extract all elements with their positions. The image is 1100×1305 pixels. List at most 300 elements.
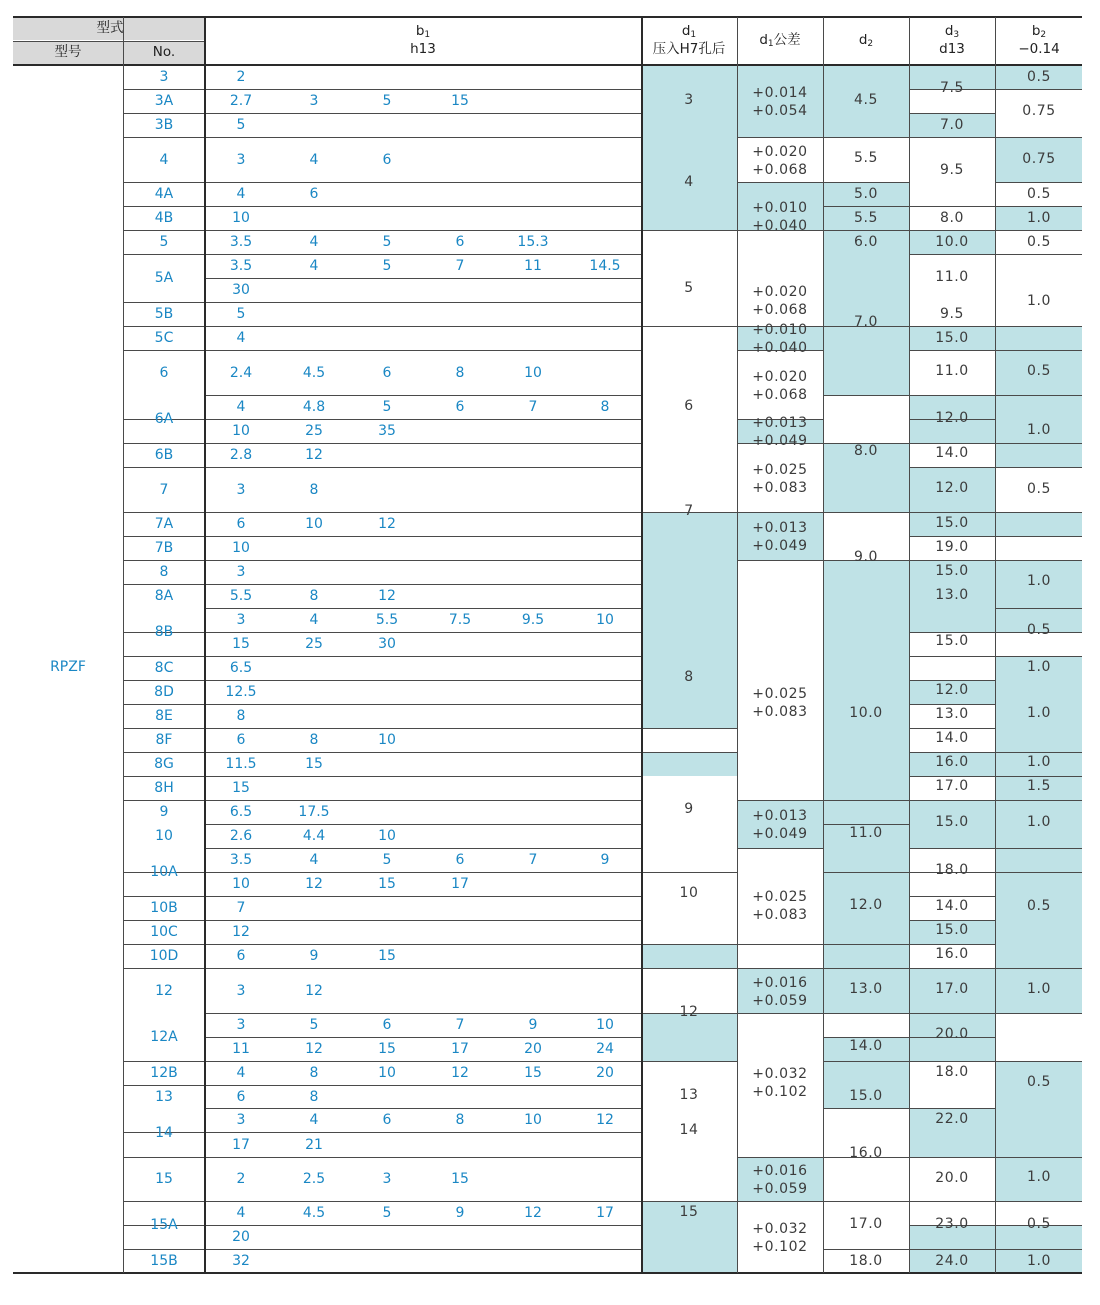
d1-tolerance: +0.025 +0.083 <box>752 889 808 923</box>
b2-value: 0.5 <box>1026 622 1052 638</box>
d1-tolerance: +0.014 +0.054 <box>752 85 808 119</box>
row-line <box>737 182 823 183</box>
row-line <box>123 230 642 231</box>
d1-tolerance: +0.013 +0.049 <box>752 520 808 554</box>
row-line <box>123 89 642 90</box>
row-line <box>642 752 737 753</box>
b1-value: 7 <box>455 258 465 274</box>
model-no: 12 <box>155 982 173 999</box>
b2-value: 1.0 <box>1026 814 1052 830</box>
row-line <box>123 896 642 897</box>
teal-cell <box>995 872 1082 968</box>
d1-tolerance: +0.016 +0.059 <box>752 1163 808 1197</box>
teal-cell <box>823 230 909 395</box>
row-line <box>823 395 909 396</box>
b1-value: 12 <box>596 1112 614 1128</box>
row-line <box>909 137 995 138</box>
b1-value: 6 <box>455 234 465 250</box>
model-no: 10A <box>150 864 178 880</box>
header-d1: $d_1$ <box>681 23 697 40</box>
d1-tolerance: +0.010 +0.040 <box>752 200 808 234</box>
b1-value: 6 <box>455 852 465 868</box>
b1-value: 3 <box>382 1171 392 1187</box>
model-no: 10D <box>149 948 179 964</box>
row-line <box>995 443 1082 444</box>
b1-value: 6 <box>382 1112 392 1128</box>
row-line <box>995 1157 1082 1158</box>
header-b2: $b_2$ <box>1031 23 1047 40</box>
d1-tolerance: +0.032 +0.102 <box>752 1066 808 1100</box>
row-line <box>909 560 995 561</box>
row-line <box>995 1061 1082 1062</box>
b1-value: 4 <box>236 1205 246 1221</box>
b1-value: 5 <box>382 258 392 274</box>
b1-value: 17 <box>232 1136 250 1153</box>
column-line-d1 <box>641 17 643 1273</box>
d3-value: 14.0 <box>935 445 969 461</box>
b1-value: 8 <box>236 708 246 724</box>
b1-value: 5 <box>382 234 392 250</box>
d3-value: 7.5 <box>939 80 965 96</box>
b1-value: 5 <box>382 93 392 109</box>
row-line <box>123 584 642 585</box>
d3-value: 16.0 <box>935 946 969 962</box>
b1-value: 3 <box>236 481 246 498</box>
b1-value: 10 <box>232 210 250 226</box>
row-line <box>123 752 642 753</box>
d1-tolerance: +0.032 +0.102 <box>752 1221 808 1255</box>
d3-value: 23.0 <box>935 1216 969 1232</box>
header-b1-tolerance: h13 <box>410 41 436 57</box>
row-line <box>123 326 642 327</box>
d3-value: 22.0 <box>935 1111 969 1127</box>
teal-cell <box>995 443 1082 467</box>
model-no: 8 <box>159 564 169 580</box>
b1-value: 11 <box>524 258 542 274</box>
header-type-group: 型式 <box>96 20 124 36</box>
d3-value: 16.0 <box>935 754 969 770</box>
row-line <box>909 1061 995 1062</box>
b1-value: 6 <box>455 399 465 415</box>
model-no: 4A <box>154 186 174 202</box>
b1-value: 6 <box>309 186 319 202</box>
d3-value: 18.0 <box>935 862 969 878</box>
row-line <box>995 395 1082 396</box>
d2-value: 10.0 <box>849 705 883 721</box>
row-line <box>737 512 823 513</box>
b1-value: 4 <box>309 151 319 168</box>
column-line-b1 <box>204 17 206 1273</box>
d3-value: 13.0 <box>935 587 969 603</box>
b1-value: 6 <box>382 151 392 168</box>
sub-row-line <box>205 395 642 396</box>
teal-cell <box>823 800 909 824</box>
model-no: 10C <box>150 924 178 940</box>
model-no: 8H <box>154 780 174 796</box>
d1-value: 8 <box>684 669 694 685</box>
b2-value: 0.5 <box>1026 234 1052 250</box>
model-no: 7B <box>154 540 174 556</box>
model-no: 13 <box>155 1088 173 1105</box>
d3-value: 8.0 <box>939 210 965 226</box>
d3-value: 18.0 <box>935 1064 969 1080</box>
row-line <box>123 560 642 561</box>
b1-value: 10 <box>596 1017 614 1033</box>
b1-value: 12 <box>232 924 250 940</box>
header-d2: $d_2$ <box>858 32 874 49</box>
row-line <box>123 704 642 705</box>
b1-value: 5 <box>309 1017 319 1033</box>
b2-value: 1.0 <box>1026 1253 1052 1269</box>
b1-value: 5 <box>382 852 392 868</box>
row-line <box>995 182 1082 183</box>
row-line <box>823 1201 909 1202</box>
b1-value: 7 <box>236 900 246 916</box>
b1-value: 4 <box>236 330 246 346</box>
model-no: 8A <box>154 588 174 604</box>
row-line <box>737 800 823 801</box>
header-b2-tolerance: −0.14 <box>1018 41 1060 57</box>
row-line <box>995 89 1082 90</box>
b1-value: 4 <box>236 399 246 415</box>
b1-value: 8 <box>455 364 465 381</box>
d3-value: 15.0 <box>935 633 969 649</box>
row-line <box>995 230 1082 231</box>
b1-value: 15 <box>378 876 396 892</box>
b1-value: 5.5 <box>375 612 399 628</box>
b1-value: 15 <box>378 948 396 964</box>
b1-value: 8 <box>600 399 610 415</box>
row-line <box>995 512 1082 513</box>
model-no: 8C <box>154 660 174 676</box>
row-line <box>995 1249 1082 1250</box>
row-line <box>995 872 1082 873</box>
b1-value: 20 <box>524 1041 542 1057</box>
d2-value: 11.0 <box>849 825 883 841</box>
b1-value: 2.7 <box>229 93 253 109</box>
b1-value: 3 <box>236 612 246 628</box>
d1-value: 13 <box>679 1087 699 1103</box>
d3-value: 17.0 <box>935 981 969 997</box>
d1-tolerance: +0.010 +0.040 <box>752 322 808 356</box>
row-line <box>909 350 995 351</box>
row-line <box>909 1249 995 1250</box>
b1-value: 4 <box>309 234 319 250</box>
row-line <box>123 443 642 444</box>
row-line <box>737 1013 823 1014</box>
d2-value: 9.0 <box>853 549 879 565</box>
row-line <box>737 1201 823 1202</box>
d1-tolerance: +0.020 +0.068 <box>752 143 808 178</box>
row-line <box>823 800 909 801</box>
header-d1-note: 压入H7孔后 <box>652 41 726 57</box>
b1-value: 24 <box>596 1041 614 1057</box>
d2-value: 18.0 <box>849 1253 883 1269</box>
table-top-border <box>13 16 1082 18</box>
b1-value: 10 <box>232 540 250 556</box>
column-line <box>123 17 124 1273</box>
row-line <box>123 728 642 729</box>
row-line <box>737 944 823 945</box>
row-line <box>909 536 995 537</box>
d3-value: 7.0 <box>939 117 965 133</box>
b1-value: 12.5 <box>225 684 257 700</box>
row-line <box>909 968 995 969</box>
model-no: 7 <box>159 481 169 498</box>
row-line <box>995 800 1082 801</box>
d2-value: 4.5 <box>853 92 879 108</box>
b1-value: 4 <box>309 1112 319 1128</box>
row-line <box>123 680 642 681</box>
b1-value: 3 <box>236 982 246 999</box>
d1-value: 7 <box>684 503 694 519</box>
b2-value: 1.0 <box>1026 705 1052 721</box>
b1-value: 8 <box>309 588 319 604</box>
header-bottom-border <box>13 64 1082 66</box>
row-line <box>909 800 995 801</box>
row-line <box>123 920 642 921</box>
row-line <box>995 1013 1082 1014</box>
d1-value: 12 <box>679 1004 699 1020</box>
row-line <box>123 206 642 207</box>
row-line <box>909 1108 995 1109</box>
row-line <box>123 113 642 114</box>
model-no: 5A <box>154 270 174 286</box>
row-line <box>642 872 737 873</box>
row-line <box>642 1061 737 1062</box>
b1-value: 15 <box>378 1041 396 1057</box>
b1-value: 8 <box>309 481 319 498</box>
model-no: 14 <box>155 1124 173 1141</box>
row-line <box>995 536 1082 537</box>
b1-value: 12 <box>378 588 396 604</box>
model-no: 8F <box>155 732 173 748</box>
column-line <box>909 17 910 1273</box>
b1-value: 35 <box>378 423 396 439</box>
b1-value: 15 <box>305 756 323 772</box>
row-line <box>123 419 642 420</box>
row-line <box>995 968 1082 969</box>
sub-row-line <box>205 608 642 609</box>
row-line <box>995 254 1082 255</box>
sub-row-line <box>205 278 642 279</box>
b1-value: 17 <box>451 876 469 892</box>
b1-value: 11 <box>232 1041 250 1057</box>
teal-cell <box>642 65 737 230</box>
b2-value: 0.5 <box>1026 69 1052 85</box>
model-no: 12B <box>150 1065 178 1081</box>
row-line <box>909 920 995 921</box>
b1-value: 15 <box>451 93 469 109</box>
model-no: 3B <box>154 117 174 133</box>
b1-value: 21 <box>305 1136 323 1153</box>
b1-value: 6.5 <box>229 804 253 820</box>
row-line <box>823 230 909 231</box>
row-line <box>909 848 995 849</box>
d3-value: 20.0 <box>935 1026 969 1042</box>
b1-value: 4.5 <box>302 1205 326 1221</box>
b1-value: 10 <box>596 612 614 628</box>
header-divider <box>13 41 205 42</box>
b1-value: 15.3 <box>517 234 549 250</box>
sub-row-line <box>205 1013 642 1014</box>
model-no: 10B <box>150 900 178 916</box>
model-no: 8G <box>154 756 174 772</box>
column-line <box>995 17 996 1273</box>
b2-value: 0.75 <box>1022 103 1056 119</box>
d3-value: 15.0 <box>935 515 969 531</box>
row-line <box>737 560 823 561</box>
row-line <box>995 752 1082 753</box>
model-no: 8E <box>155 708 173 724</box>
model-no: 15B <box>150 1253 178 1269</box>
d3-value: 9.5 <box>939 306 965 322</box>
b1-value: 9 <box>455 1205 465 1221</box>
sub-row-line <box>205 824 642 825</box>
b1-value: 25 <box>305 423 323 439</box>
model-no: 4B <box>154 210 174 226</box>
row-line <box>123 872 642 873</box>
d2-value: 6.0 <box>853 234 879 250</box>
row-line <box>995 656 1082 657</box>
model-no: 5B <box>154 306 174 322</box>
row-line <box>823 944 909 945</box>
d2-value: 14.0 <box>849 1038 883 1054</box>
b2-value: 1.0 <box>1026 659 1052 675</box>
header-d1-tolerance: $d_1$公差 <box>759 32 801 49</box>
b1-value: 2.8 <box>229 447 253 463</box>
d1-tolerance: +0.013 +0.049 <box>752 808 808 842</box>
b1-value: 9 <box>600 852 610 868</box>
b1-value: 14.5 <box>589 258 621 274</box>
row-line <box>123 1132 642 1133</box>
row-line <box>123 182 642 183</box>
teal-cell <box>642 944 737 968</box>
row-line <box>909 206 995 207</box>
b1-value: 7 <box>528 852 538 868</box>
d1-tolerance: +0.016 +0.059 <box>752 974 808 1009</box>
d1-value: 5 <box>684 280 694 296</box>
d2-value: 12.0 <box>849 897 883 913</box>
b1-value: 8 <box>309 1088 319 1105</box>
model-no: 3A <box>154 93 174 109</box>
b2-value: 0.5 <box>1026 898 1052 914</box>
d1-value: 10 <box>679 885 699 901</box>
row-line <box>995 350 1082 351</box>
b1-value: 20 <box>596 1065 614 1081</box>
row-line <box>123 536 642 537</box>
b1-value: 8 <box>309 1065 319 1081</box>
b1-value: 25 <box>305 636 323 652</box>
row-line <box>123 512 642 513</box>
b1-value: 15 <box>451 1171 469 1187</box>
b1-value: 12 <box>378 516 396 532</box>
table-bottom-border <box>13 1272 1082 1274</box>
b2-value: 1.0 <box>1026 981 1052 997</box>
row-line <box>123 467 642 468</box>
row-line <box>909 1201 995 1202</box>
b1-value: 10 <box>305 516 323 532</box>
b1-value: 12 <box>305 982 323 999</box>
d3-value: 15.0 <box>935 563 969 579</box>
b1-value: 2.5 <box>302 1171 326 1187</box>
row-line <box>642 944 737 945</box>
row-line <box>995 608 1082 609</box>
sub-row-line <box>205 1037 642 1038</box>
b1-value: 30 <box>378 636 396 652</box>
row-line <box>995 848 1082 849</box>
d1-value: 9 <box>684 801 694 817</box>
d1-tolerance: +0.020 +0.068 <box>752 368 808 403</box>
sub-row-line <box>205 848 642 849</box>
b1-value: 3 <box>236 1112 246 1128</box>
d2-value: 15.0 <box>849 1088 883 1104</box>
row-line <box>123 137 642 138</box>
model-no: 4 <box>159 151 169 168</box>
model-no: 7A <box>154 516 174 532</box>
row-line <box>123 1225 642 1226</box>
b2-value: 1.0 <box>1026 422 1052 438</box>
b1-value: 8 <box>455 1112 465 1128</box>
b1-value: 2.6 <box>229 828 253 844</box>
row-line <box>909 944 995 945</box>
teal-cell <box>995 512 1082 536</box>
row-line <box>642 728 737 729</box>
b1-value: 3 <box>236 1017 246 1033</box>
row-line <box>909 1157 995 1158</box>
row-line <box>995 326 1082 327</box>
teal-cell <box>995 800 1082 872</box>
b2-value: 0.5 <box>1026 481 1052 497</box>
row-line <box>823 182 909 183</box>
d3-value: 12.0 <box>935 682 969 698</box>
row-line <box>909 230 995 231</box>
row-line <box>642 326 737 327</box>
teal-cell <box>642 1013 737 1061</box>
row-line <box>909 1013 995 1014</box>
header-b1: $b_1$ <box>415 23 431 40</box>
row-line <box>737 1157 823 1158</box>
teal-cell <box>995 326 1082 350</box>
b1-value: 2.4 <box>229 364 253 381</box>
header-no: No. <box>152 44 176 60</box>
d2-value: 7.0 <box>853 314 879 330</box>
d3-value: 12.0 <box>935 480 969 496</box>
model-no: 5C <box>154 330 174 346</box>
d3-value: 11.0 <box>935 269 969 285</box>
model-no: 10 <box>155 828 173 844</box>
b1-value: 12 <box>451 1065 469 1081</box>
b1-value: 4 <box>309 258 319 274</box>
b1-value: 5 <box>236 117 246 133</box>
b1-value: 3.5 <box>229 234 253 250</box>
d3-value: 13.0 <box>935 706 969 722</box>
d1-tolerance: +0.025 +0.083 <box>752 461 808 496</box>
b1-value: 10 <box>524 364 542 381</box>
model-no: 6 <box>159 364 169 381</box>
row-line <box>823 1249 909 1250</box>
row-line <box>123 1201 642 1202</box>
b1-value: 6 <box>236 516 246 532</box>
model-no: 6B <box>154 447 174 463</box>
b2-value: 1.0 <box>1026 293 1052 309</box>
d3-value: 12.0 <box>935 410 969 426</box>
b1-value: 2 <box>236 1171 246 1187</box>
b2-value: 1.0 <box>1026 210 1052 226</box>
d2-value: 5.5 <box>853 150 879 166</box>
b2-value: 1.5 <box>1026 778 1052 794</box>
b1-value: 4 <box>309 852 319 868</box>
